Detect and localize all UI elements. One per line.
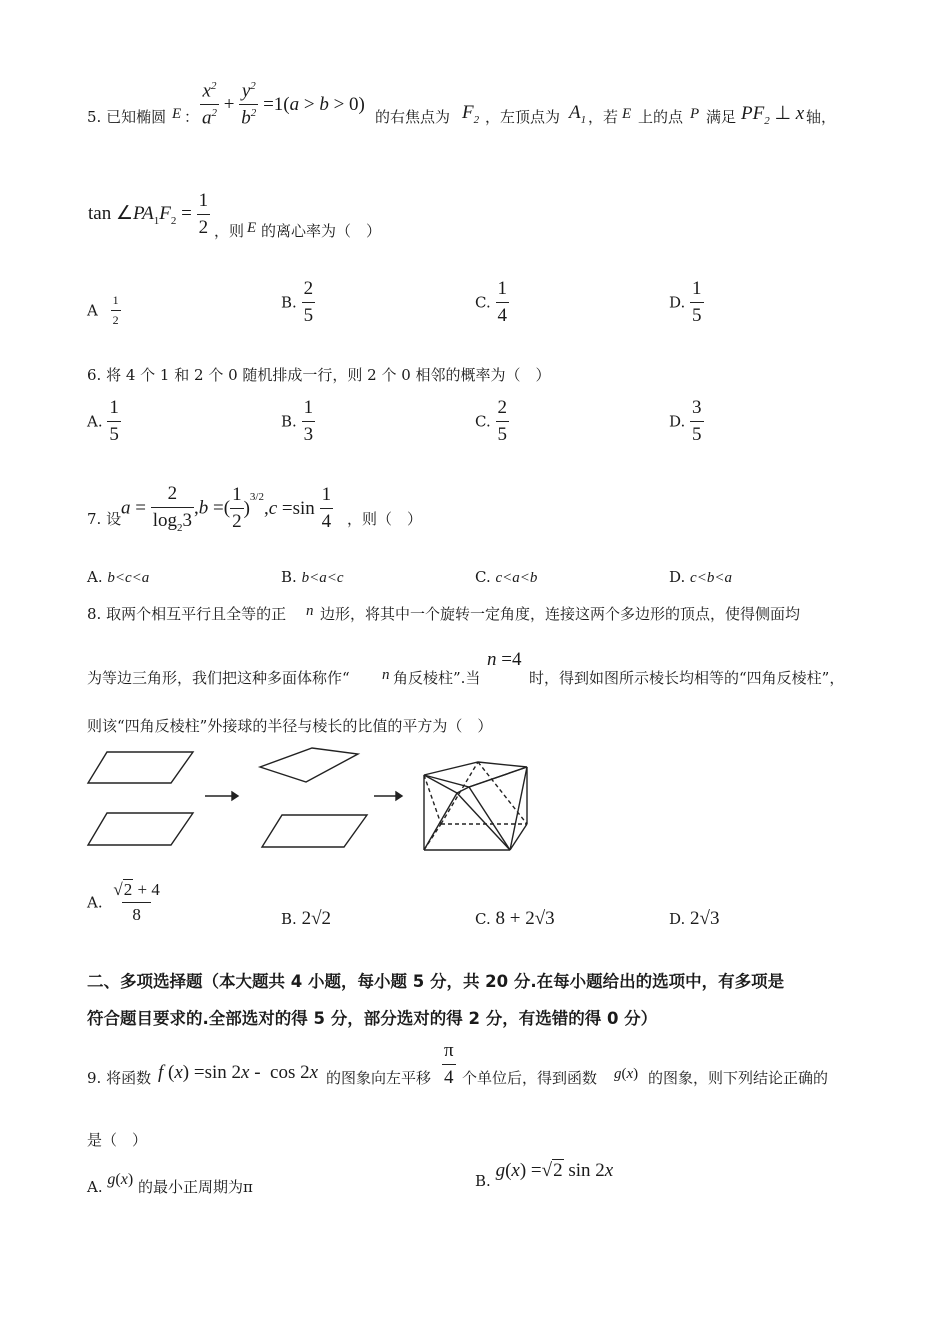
frac-den: 5 — [302, 302, 316, 327]
q9-mid: 的图象向左平移 — [326, 1069, 432, 1087]
q9-pi-over-4: $\frac{\pi}{4}$ — [444, 1040, 454, 1088]
option-label: B. — [281, 412, 297, 431]
arrow-2-head — [396, 792, 402, 800]
option-label: B. — [281, 568, 297, 586]
q5-text-ecc: 的离心率为（ ） — [261, 222, 382, 240]
q8-option-b[interactable] — [281, 908, 331, 930]
q7-suffix: ，则（ ） — [347, 510, 423, 528]
q7-option-c[interactable] — [475, 568, 537, 587]
q5-E: E — [622, 106, 632, 122]
frac-num: 1 — [303, 397, 314, 418]
q8-line2b: 角反棱柱”.当 — [393, 669, 481, 687]
section2-heading-line2: 符合题目要求的.全部选对的得 5 分，部分选对的得 2 分，有选错的得 0 分） — [87, 1009, 658, 1028]
arrow-1-head — [232, 792, 238, 800]
option-label: A. — [87, 893, 103, 912]
option-label: A. — [87, 412, 103, 431]
q5-F2: $F_2$ — [462, 102, 480, 126]
q5-option-d[interactable] — [669, 278, 704, 327]
option-label: B. — [281, 293, 297, 312]
option-label: A. — [87, 1178, 103, 1196]
q5-E2: E — [247, 220, 257, 236]
q5-P: P — [690, 106, 700, 122]
top-rhombus-rotated — [260, 748, 358, 782]
option-value: 2√2 — [301, 908, 332, 929]
q5-text-focus: 的右焦点为 — [375, 108, 451, 126]
q5-text-then: ，则 — [214, 222, 245, 240]
q8-line2c: 时，得到如图所示棱长均相等的“四角反棱柱”， — [529, 669, 845, 687]
q8-option-a[interactable]: A. $\frac{√2 + 4}{8}$ — [87, 880, 160, 924]
bottom-parallelogram-1 — [88, 813, 193, 845]
section2-heading-line1: 二、多项选择题（本大题共 4 小题，每小题 5 分，共 20 分.在每小题给出的选项中，有多项是 — [87, 972, 785, 991]
option-label: D. — [669, 293, 686, 312]
option-value: 的最小正周期为π — [137, 1178, 253, 1196]
option-label: D. — [669, 910, 686, 928]
frac-den: 5 — [690, 421, 704, 446]
option-label: C. — [475, 910, 491, 928]
top-parallelogram-1 — [88, 752, 193, 783]
q5-PF2-perp: $PF_2$ ⊥ x — [741, 103, 805, 127]
frac-den: 3 — [302, 421, 316, 446]
q5-text-satisfies: 满足 — [706, 108, 737, 126]
q8-line1b: 边形，将其中一个旋转一定角度，连接这两个多边形的顶点，使得侧面均 — [320, 605, 801, 623]
option-value: b<a<c — [301, 570, 344, 586]
antiprism — [424, 762, 527, 850]
option-label: A — [87, 301, 98, 320]
option-label: D. — [669, 412, 686, 431]
frac-num: 2 — [497, 397, 507, 418]
q5-colon: ： — [184, 108, 200, 126]
q8-n-equals-4: n =4 — [487, 649, 522, 670]
frac-num: 3 — [692, 397, 702, 418]
option-value: c<b<a — [690, 570, 732, 586]
q7-prefix: 7. 设 — [87, 510, 122, 528]
q6-option-c[interactable] — [475, 397, 509, 446]
q5-ellipse-equation: $\frac{x^2}{a^2}$ + $\frac{y^2}{b^2}$ =1(a > b > 0) — [202, 80, 365, 129]
frac-den: 5 — [107, 421, 121, 446]
frac-num: 1 — [112, 293, 119, 307]
q9-end: 的图象，则下列结论正确的 — [648, 1069, 829, 1087]
q8-antiprism-figure — [80, 740, 550, 860]
option-label: C. — [475, 568, 491, 586]
option-value: c<a<b — [495, 570, 538, 586]
q5-text-if: ，若 — [588, 108, 619, 126]
q5-option-b[interactable] — [281, 278, 315, 327]
q5-ellipse-name: E — [172, 106, 182, 122]
q8-n2: n — [382, 667, 390, 683]
frac-num: 1 — [692, 278, 702, 299]
q9-prefix: 9. 将函数 — [87, 1069, 152, 1087]
q9-f-expression: f (x) =sin 2x - cos 2x — [158, 1062, 319, 1083]
q8-n: n — [306, 603, 314, 619]
frac-num: 1 — [497, 278, 507, 299]
q8-line1a: 8. 取两个相互平行且全等的正 — [87, 605, 287, 623]
option-value: 2√3 — [690, 908, 720, 929]
q9-mid2: 个单位后，得到函数 — [462, 1069, 598, 1087]
option-label: B. — [475, 1172, 491, 1190]
antiprism-hidden-edges — [424, 762, 527, 850]
frac-num: 2 — [303, 278, 314, 299]
q8-line2a: 为等边三角形，我们把这种多面体称作“ — [87, 669, 350, 687]
bottom-parallelogram-2 — [262, 815, 367, 847]
q5-text-axis: 轴， — [806, 108, 837, 126]
q5-A1: $A_1$ — [569, 102, 587, 126]
option-label: C. — [475, 412, 491, 431]
q5-text-point: 上的点 — [638, 108, 684, 126]
q5-text-vertex: ，左顶点为 — [485, 108, 561, 126]
q8-option-c[interactable] — [475, 908, 555, 930]
q9-option-b[interactable]: B. g(x) =√2 sin 2x — [475, 1160, 614, 1190]
frac-den: 4 — [496, 302, 510, 327]
frac-den: 5 — [690, 302, 704, 327]
q8-line3: 则该“四角反棱柱”外接球的半径与棱长的比值的平方为（ ） — [87, 717, 493, 735]
q9-g: g(x) — [614, 1066, 639, 1082]
q7-expression: a = $\frac{2}{\log_23}$ ,b =( $\frac{1}{2}$ )$^{3/2}$,c =sin $\frac{1}{4}$ — [121, 483, 332, 534]
q9-option-a[interactable]: A. g(x) 的最小正周期为π — [87, 1171, 253, 1196]
option-label: C. — [475, 293, 491, 312]
q5-tan-expression: $\tan \angle PA_1F_2$ = $\frac{1}{2}$ — [88, 190, 209, 238]
option-value: 8 + 2√3 — [495, 908, 555, 929]
q6-option-d[interactable] — [669, 397, 704, 446]
q5-option-a[interactable] — [87, 293, 121, 328]
q7-option-b[interactable] — [281, 568, 343, 587]
q6-stem: 6. 将 4 个 1 和 2 个 0 随机排成一行，则 2 个 0 相邻的概率为（ ） — [87, 366, 551, 384]
option-label: B. — [281, 910, 297, 928]
q6-option-b[interactable] — [281, 397, 315, 446]
q5-option-c[interactable] — [475, 278, 509, 327]
option-label: A. — [87, 568, 103, 586]
option-label: D. — [669, 568, 686, 586]
frac-den: 2 — [111, 310, 121, 328]
frac-den: 5 — [496, 421, 510, 446]
frac-num: 1 — [109, 397, 119, 418]
q6-option-a[interactable] — [87, 397, 121, 446]
q9-line2: 是（ ） — [87, 1131, 148, 1149]
q7-option-a[interactable] — [87, 568, 149, 587]
q7-option-d[interactable] — [669, 568, 732, 587]
q5-intro: 5. 已知椭圆 — [87, 108, 167, 126]
q8-option-d[interactable] — [669, 908, 719, 930]
option-value: b<c<a — [107, 570, 150, 586]
